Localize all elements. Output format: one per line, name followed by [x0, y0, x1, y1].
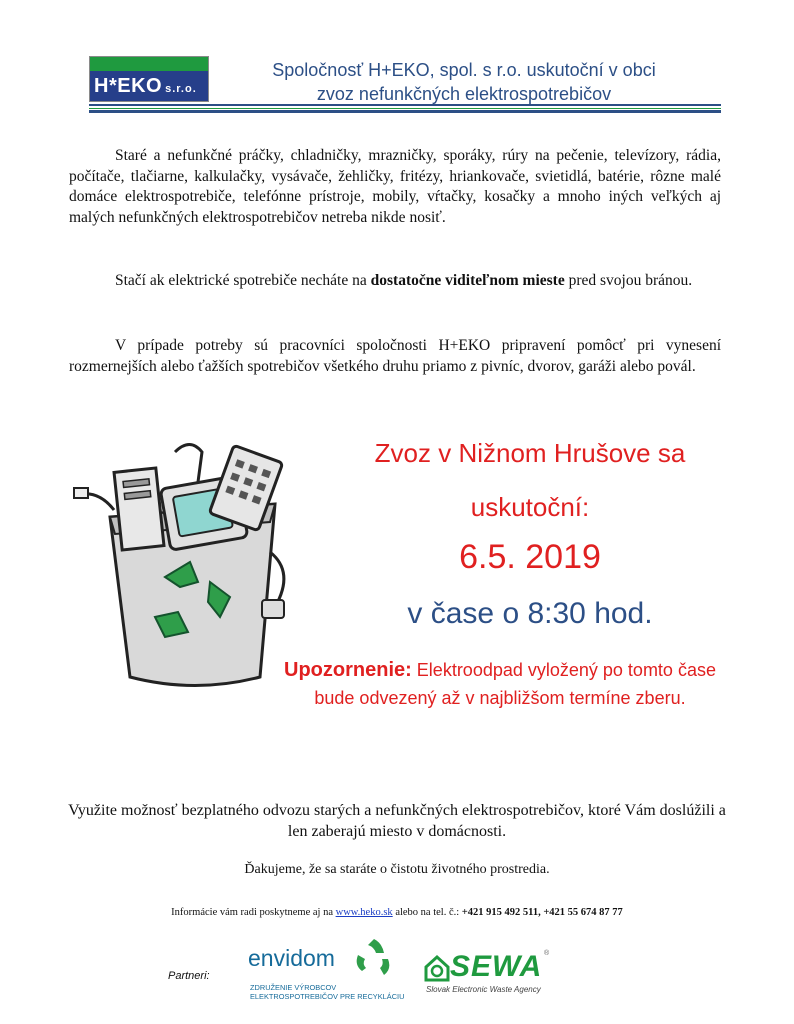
collection-time: v čase o 8:30 hod. — [407, 597, 653, 630]
logo-main: H*EKO — [94, 75, 163, 97]
thanks-message: Ďakujeme, že sa staráte o čistotu životného prostredia. — [244, 862, 550, 877]
paragraph-appliances: Staré a nefunkčné práčky, chladničky, mrazničky, sporáky, rúry na pečenie, televízory, rádia, počítače, tlačiarne, kalkulačky, vysávače, žehličky, fritézy, hriankovače, svietidlá, batérie, rôzne malé domáce elektrospotrebiče, telefónne prístroje, mobily, vŕtačky, kosačky a mnoho iných veľkých aj malých nefunkčných elektrospotrebičov netreba nikde nosiť. — [69, 147, 721, 226]
collection-verb: uskutoční: — [470, 492, 590, 522]
contact-middle: alebo na tel. č.: — [392, 907, 462, 918]
logo-green-band — [90, 57, 208, 71]
header-line-2: zvoz nefunkčných elektrospotrebičov — [316, 84, 612, 104]
paragraph-placement-end: pred svojou bránou. — [564, 272, 693, 289]
envidom-subtitle — [250, 983, 404, 1001]
warning-text: Elektroodpad vyložený po tomto čase bude odvezený až v najbližšom termíne zberu. — [314, 660, 716, 708]
header-rule-bottom — [89, 110, 721, 113]
contact-line — [60, 907, 734, 918]
envidom-sub-line-1: ZDRUŽENIE VÝROBCOV — [250, 983, 337, 992]
warning-notice — [284, 656, 716, 712]
header-line-1: Spoločnosť H+EKO, spol. s r.o. uskutoční v obci — [272, 60, 656, 80]
heko-logo — [89, 56, 209, 102]
sewa-registered: ® — [544, 950, 550, 957]
contact-phones: +421 915 492 511, +421 55 674 87 77 — [461, 907, 623, 918]
recycle-bin-illustration — [70, 432, 310, 692]
collection-date: 6.5. 2019 — [459, 538, 601, 576]
paragraph-assistance: V prípade potreby sú pracovníci spoločnosti H+EKO pripravení pomôcť pri vynesení rozmernejších alebo ťažších spotrebičov všetkého druhu priamo z pivníc, dvorov, garáži alebo povál. — [69, 337, 721, 375]
envidom-sub-line-2: ELEKTROSPOTREBIČOV PRE RECYKLÁCIU — [250, 992, 405, 1001]
warning-label: Upozornenie: — [284, 659, 412, 681]
house-icon — [424, 954, 450, 982]
paragraph-placement — [69, 271, 721, 292]
sewa-name: SEWA — [450, 950, 543, 983]
paragraph-placement-start: Stačí ak elektrické spotrebiče necháte na — [115, 272, 371, 289]
sewa-tagline: Slovak Electronic Waste Agency — [426, 985, 541, 994]
envidom-logo — [248, 935, 405, 1007]
header-rule-top — [89, 104, 721, 106]
logo-suffix: s.r.o. — [165, 83, 197, 95]
sewa-logo — [424, 950, 554, 998]
header-title — [214, 58, 714, 106]
partners-label: Partneri: — [168, 970, 210, 982]
contact-intro: Informácie vám radi poskytneme aj na — [171, 907, 336, 918]
closing-message: Využite možnosť bezplatného odvozu starých a nefunkčných elektrospotrebičov, ktoré Vám doslúžili a len zaberajú miesto v domácnosti. — [68, 802, 726, 840]
website-link[interactable]: www.heko.sk — [335, 907, 393, 918]
collection-location: Zvoz v Nižnom Hrušove sa — [374, 438, 686, 468]
paragraph-placement-emphasis: dostatočne viditeľnom mieste — [370, 272, 565, 289]
envidom-name: envidom — [248, 945, 335, 971]
logo-text — [94, 75, 197, 98]
recycle-leaf-icon — [352, 937, 396, 979]
header-rule-middle — [89, 108, 721, 109]
